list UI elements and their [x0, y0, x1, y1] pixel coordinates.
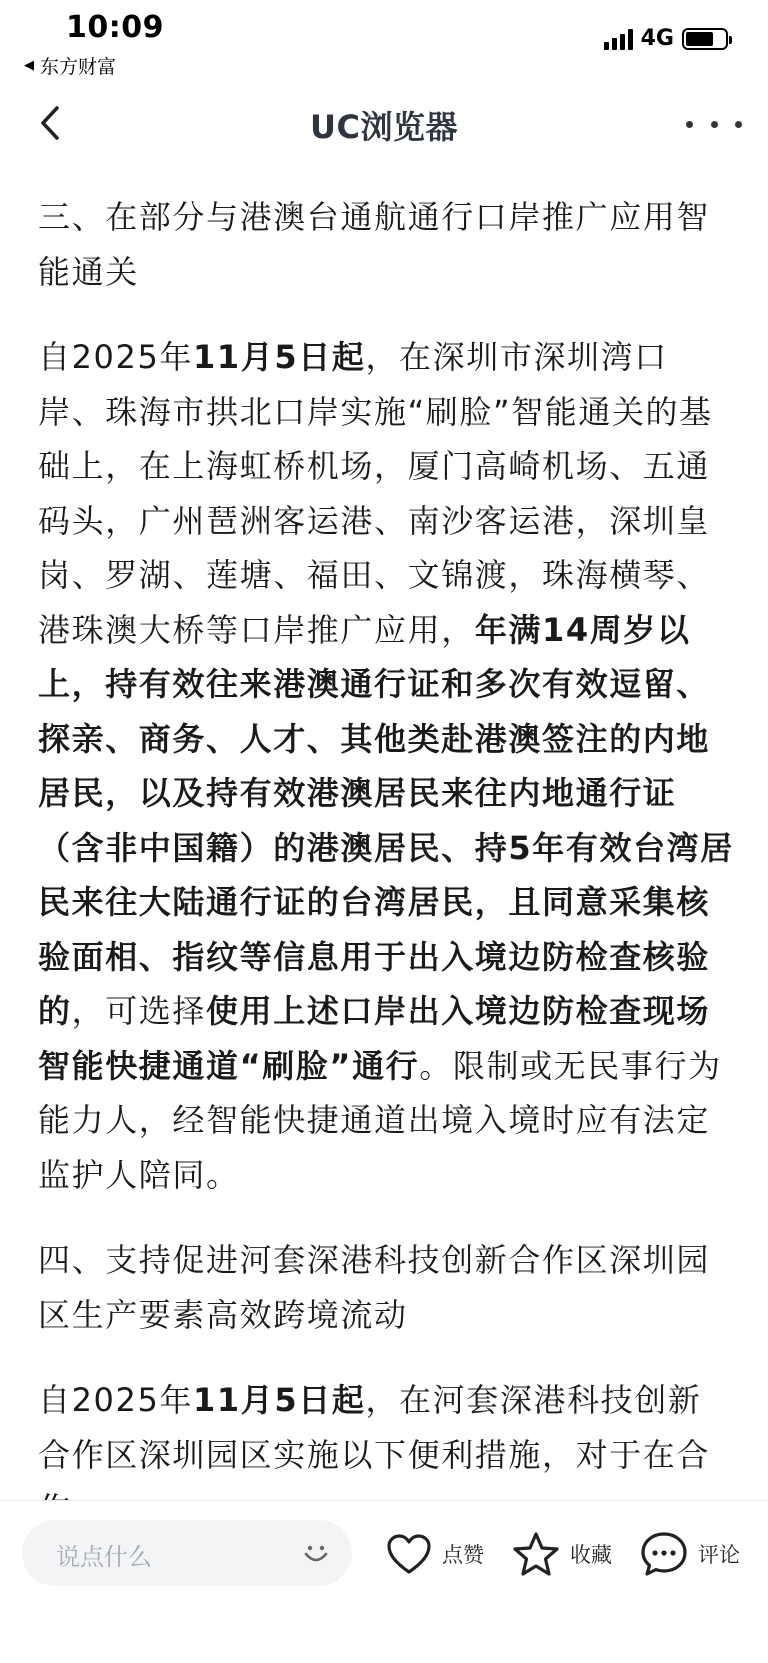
bold-text-run: 11月5日起: [193, 338, 366, 376]
article-paragraph: [38, 190, 734, 299]
signal-icon: [604, 28, 633, 50]
text-run: 三、在部分与港澳台通航通行口岸推广应用智能通关: [38, 198, 711, 291]
bottom-action-bar: [0, 1500, 768, 1663]
article-paragraph: [38, 1233, 734, 1342]
comment-label: 评论: [698, 1543, 740, 1567]
text-run: ，可选择: [71, 992, 207, 1030]
status-time: 10:09: [66, 10, 164, 45]
back-to-app-link[interactable]: [24, 52, 116, 79]
star-icon: [512, 1531, 560, 1577]
network-type: 4G: [640, 26, 674, 51]
comment-input[interactable]: [22, 1520, 352, 1586]
like-button[interactable]: [386, 1523, 484, 1585]
more-dots-icon: [686, 121, 693, 128]
text-run: ，在河套深港科技创新合作区深圳园区实施以下便利措施，对于在合: [38, 1381, 711, 1474]
favorite-button[interactable]: [512, 1523, 612, 1585]
text-run: 自2025年: [38, 338, 194, 376]
nav-bar: [0, 80, 768, 168]
like-label: 点赞: [442, 1543, 484, 1567]
heart-icon: [386, 1533, 432, 1575]
chat-bubble-icon: [640, 1531, 688, 1577]
text-run: 。限制或无民事行为能力人，经智能快捷通道出境入境时应有法定监护人陪同。: [38, 1046, 722, 1194]
text-run: 四、支持促进河套深港科技创新合作区深圳园区生产要素高效跨境流动: [38, 1241, 711, 1334]
bold-text-run: 年满14周岁以上，持有效往来港澳通行证和多次有效逗留、探亲、商务、人才、其他类赴港澳签注的内地居民，以及持有效港澳居民来往内地通行证（含非中国籍）的港澳居民、持5年有效台湾居民来往大陆通行证的台湾居民，且同意采集核验面相、指纹等信息用于出入境边防检查核验的: [38, 610, 734, 1030]
text-run: ，在深圳市深圳湾口岸、珠海市拱北口岸实施“刷脸”智能通关的基础上，在上海虹桥机场，厦门高崎机场、五通码头，广州琶洲客运港、南沙客运港，深圳皇岗、罗湖、莲塘、福田、文锦渡，珠海横琴、港珠澳大桥等口岸推广应用，: [38, 338, 713, 649]
battery-icon: [682, 28, 728, 50]
status-indicators: [604, 26, 728, 51]
status-bar: [0, 0, 768, 80]
bold-text-run: 使用上述口岸出入境边防检查现场智能快捷通道“刷脸”通行: [38, 992, 711, 1085]
back-app-label: 东方财富: [40, 56, 117, 78]
page-title: UC浏览器: [310, 108, 458, 146]
comment-button[interactable]: [640, 1523, 740, 1585]
smile-icon[interactable]: [300, 1537, 332, 1569]
favorite-label: 收藏: [570, 1543, 612, 1567]
comment-placeholder: 说点什么: [56, 1543, 152, 1571]
more-button[interactable]: [686, 106, 742, 142]
article-paragraph: [38, 330, 734, 1202]
bold-text-run: 11月5日起: [193, 1381, 366, 1419]
back-triangle-icon: ◀: [24, 58, 34, 73]
article-body: [38, 190, 734, 1500]
text-run: 自2025年: [38, 1381, 194, 1419]
